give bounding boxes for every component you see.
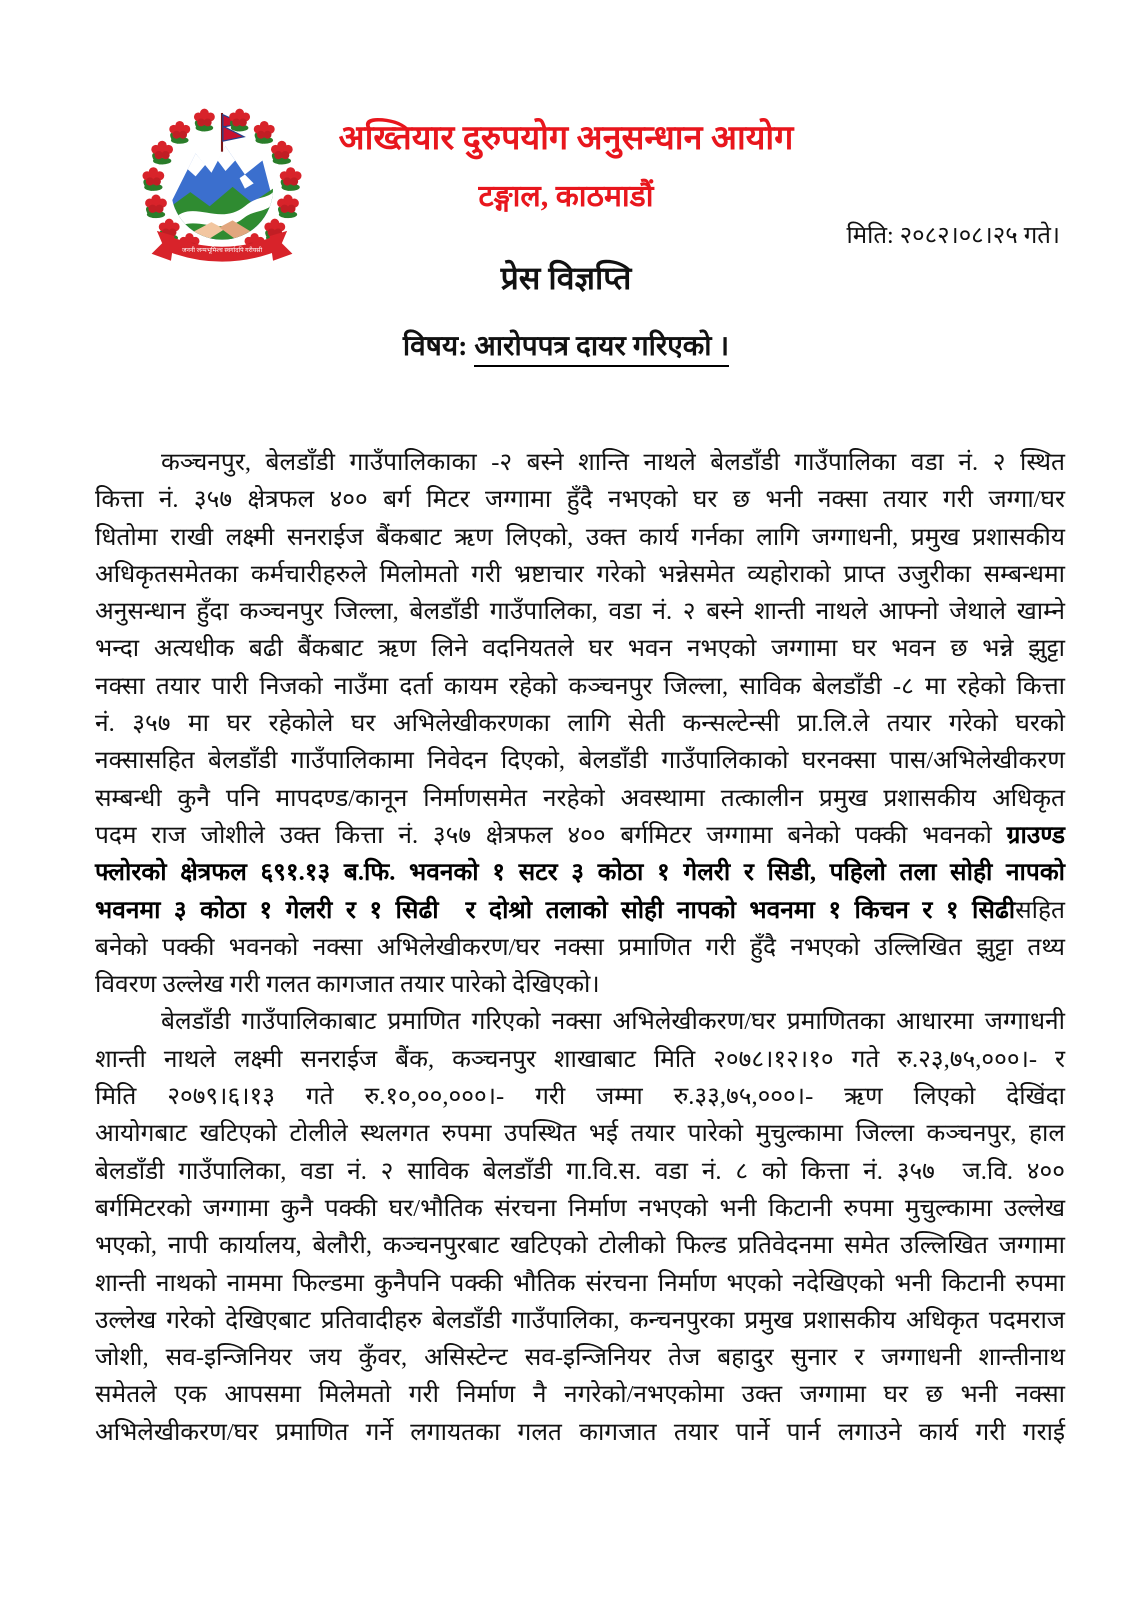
body-line: भएको, नापी कार्यालय, बेलौरी, कञ्चनपुरबाट खटिएको टोलीको फिल्ड प्रतिवेदनमा समेत उल्लिखित जग्गामा	[95, 1232, 1065, 1260]
body-line: जोशी, सव-इन्जिनियर जय कुँवर, असिस्टेन्ट सव-इन्जिनियर तेज बहादुर सुनार र जग्गाधनी शान्तीनाथ	[95, 1344, 1065, 1372]
body-line: भन्दा अत्यधीक बढी बैंकबाट ऋण लिने वदनियतले घर भवन नभएको जग्गामा घर भवन छ भन्ने झुट्टा	[95, 635, 1065, 663]
body-line: अधिकृतसमेतका कर्मचारीहरुले मिलोमतो गरी भ्रष्टाचार गरेको भन्नेसमेत व्यहोराको प्राप्त उजुरीका सम्बन्धमा	[95, 560, 1065, 588]
body-line: बेलडाँडी गाउँपालिकाबाट प्रमाणित गरिएको नक्सा अभिलेखीकरण/घर प्रमाणितका आधारमा जग्गाधनी	[161, 1008, 1065, 1036]
body-line: अभिलेखीकरण/घर प्रमाणित गर्ने लगायतका गलत कागजात तयार पार्ने पार्न लगाउने कार्य गरी गराई	[95, 1418, 1065, 1446]
body-line: नक्सा तयार पारी निजको नाउँमा दर्ता कायम रहेको कञ्चनपुर जिल्ला, साविक बेलडाँडी -८ मा रहेको कित्ता	[95, 672, 1065, 700]
body-line: बेलडाँडी गाउँपालिका, वडा नं. २ साविक बेलडाँडी गा.वि.स. वडा नं. ८ को कित्ता नं. ३५७ ज.वि. ४००	[95, 1157, 1065, 1185]
body-line: बनेको पक्की भवनको नक्सा अभिलेखीकरण/घर नक्सा प्रमाणित गरी हुँदै नभएको उल्लिखित झुट्टा तथ्य	[95, 933, 1065, 961]
org-address: टङ्गाल, काठमाडौं	[478, 180, 654, 213]
body-line: पदम राज जोशीले उक्त कित्ता नं. ३५७ क्षेत्रफल ४०० बर्गमिटर जग्गामा बनेको पक्की भवनको ग्राउण्ड	[95, 821, 1065, 849]
body-line: उल्लेख गरेको देखिएबाट प्रतिवादीहरु बेलडाँडी गाउँपालिका, कन्चनपुरका प्रमुख प्रशासकीय अधिकृत पदमराज	[95, 1306, 1065, 1334]
body-line: सम्बन्धी कुनै पनि मापदण्ड/कानून निर्माणसमेत नरहेको अवस्थामा तत्कालीन प्रमुख प्रशासकीय अधिकृत	[95, 784, 1065, 812]
body-line: शान्ती नाथले लक्ष्मी सनराईज बैंक, कञ्चनपुर शाखाबाट मिति २०७८।१२।१० गते रु.२३,७५,०००।- र	[95, 1045, 1065, 1073]
body-line: भवनमा ३ कोठा १ गेलरी र १ सिढी र दोश्रो तलाको सोही नापको भवनमा १ किचन र १ सिढीसहित	[95, 896, 1065, 924]
body-line: विवरण उल्लेख गरी गलत कागजात तयार पारेको देखिएको।	[95, 971, 600, 999]
body-line: नक्सासहित बेलडाँडी गाउँपालिकामा निवेदन दिएको, बेलडाँडी गाउँपालिकाको घरनक्सा पास/अभिलेखीकरण	[95, 747, 1065, 775]
body-line: आयोगबाट खटिएको टोलीले स्थलगत रुपमा उपस्थित भई तयार पारेको मुचुल्कामा जिल्ला कञ्चनपुर, हाल	[95, 1120, 1065, 1148]
body-line: धितोमा राखी लक्ष्मी सनराईज बैंकबाट ऋण लिएको, उक्त कार्य गर्नका लागि जग्गाधनी, प्रमुख प्रशासकीय	[95, 523, 1065, 551]
body-line: कञ्चनपुर, बेलडाँडी गाउँपालिकाका -२ बस्ने शान्ति नाथले बेलडाँडी गाउँपालिका वडा नं. २ स्थित	[161, 449, 1065, 476]
body	[95, 444, 1065, 1451]
body-line: शान्ती नाथको नाममा फिल्डमा कुनैपनि पक्की भौतिक संरचना निर्माण भएको नदेखिएको भनी किटानी रुपमा	[95, 1269, 1065, 1297]
body-line: बर्गमिटरको जग्गामा कुनै पक्की घर/भौतिक संरचना निर्माण नभएको भनी किटानी रुपमा मुचुल्कामा उल्लेख	[95, 1194, 1065, 1222]
date-line: मिति: २०८२।०८।२५ गते।	[846, 223, 1060, 249]
body-line: समेतले एक आपसमा मिलेमतो गरी निर्माण नै नगरेको/नभएकोमा उक्त जग्गामा घर छ भनी नक्सा	[95, 1381, 1065, 1409]
org-name: अख्तियार दुरुपयोग अनुसन्धान आयोग	[338, 120, 794, 157]
subject-line	[0, 326, 1132, 364]
emblem-motto: जननी जन्मभूमिश्च स्वर्गादपि गरीयसी	[181, 248, 263, 254]
subject-text: आरोपपत्र दायर गरिएको ।	[474, 331, 729, 367]
body-line: नं. ३५७ मा घर रहेकोले घर अभिलेखीकरणका लागि सेती कन्सल्टेन्सी प्रा.लि.ले तयार गरेको घरको	[95, 710, 1065, 738]
body-line: फ्लोरको क्षेत्रफल ६९१.१३ ब.फि. भवनको १ सटर ३ कोठा १ गेलरी र सिडी, पहिलो तला सोही नापको	[95, 859, 1065, 887]
subject-label: विषय:	[402, 331, 468, 362]
body-line: अनुसन्धान हुँदा कञ्चनपुर जिल्ला, बेलडाँडी गाउँपालिका, वडा नं. २ बस्ने शान्ती नाथले आफ्नो जेथाले खाम्ने	[95, 598, 1065, 626]
letterhead	[0, 122, 1132, 215]
body-line: मिति २०७९।६।१३ गते रु.१०,००,०००।- गरी जम्मा रु.३३,७५,०००।- ऋण लिएको देखिंदा	[95, 1083, 1065, 1111]
body-line: कित्ता नं. ३५७ क्षेत्रफल ४०० बर्ग मिटर जग्गामा हुँदै नभएको घर छ भनी नक्सा तयार गरी जग्गा/घर	[95, 486, 1065, 514]
page-title: प्रेस विज्ञप्ति	[500, 260, 632, 296]
